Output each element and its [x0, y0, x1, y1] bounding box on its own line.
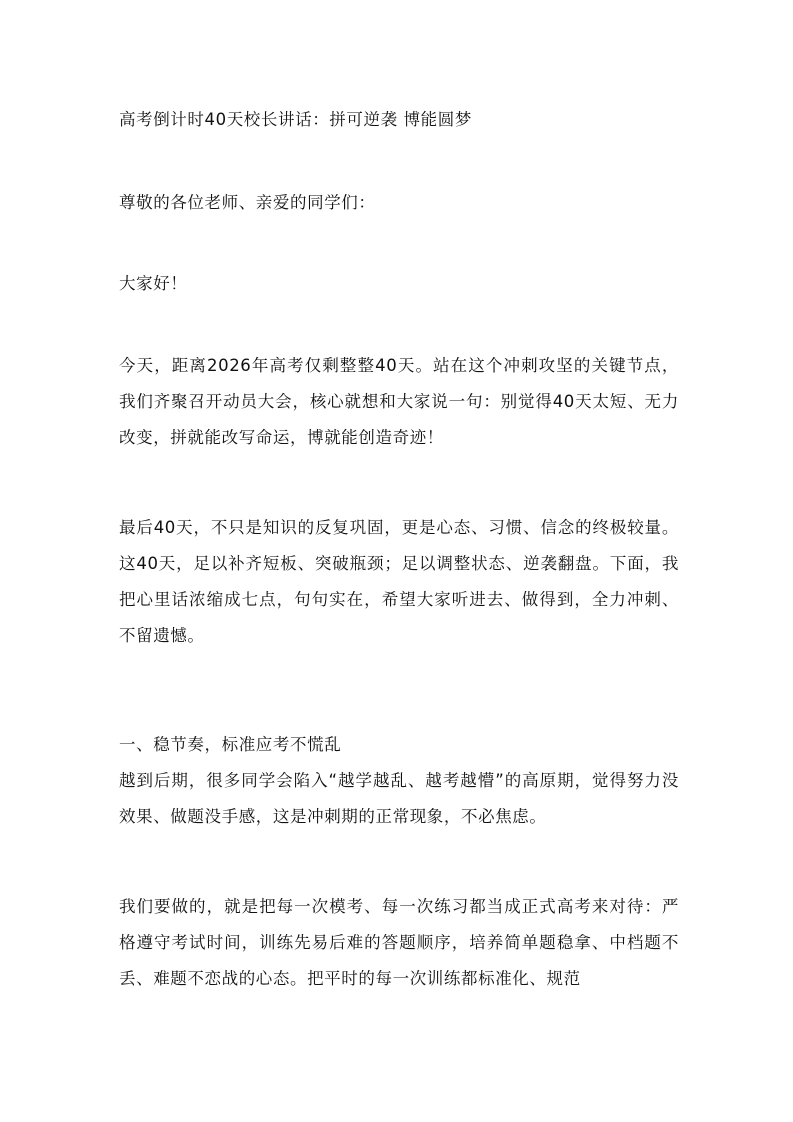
section-1-paragraph-2: 我们要做的，就是把每一次模考、每一次练习都当成正式高考来对待：严格遵守考试时间，训练先易后难的答题顺序，培养简单题稳拿、中档题不丢、难题不恋战的心态。把平时的每一次训练都标准化、规范 — [119, 897, 679, 988]
document-title: 高考倒计时40天校长讲话：拼可逆袭 博能圆梦 — [119, 110, 472, 129]
salutation: 尊敬的各位老师、亲爱的同学们： — [119, 193, 376, 212]
section-1-paragraph-1: 越到后期，很多同学会陷入“越学越乱、越考越懵”的高原期，觉得努力没效果、做题没手感，这是冲刺期的正常现象，不必焦虑。 — [119, 771, 679, 826]
paragraph-overview: 最后40天，不只是知识的反复巩固，更是心态、习惯、信念的终极较量。这40天，足以补齐短板、突破瓶颈；足以调整状态、逆袭翻盘。下面，我把心里话浓缩成七点，句句实在，希望大家听进去、做得到，全力冲刺、不留遗憾。 — [119, 518, 679, 645]
greeting: 大家好！ — [119, 274, 188, 293]
paragraph-intro: 今天，距离2026年高考仅剩整整40天。站在这个冲刺攻坚的关键节点，我们齐聚召开动员大会，核心就想和大家说一句：别觉得40天太短、无力改变，拼就能改写命运，博就能创造奇迹！ — [119, 356, 679, 447]
section-heading-1: 一、稳节奏，标准应考不慌乱 — [119, 735, 342, 754]
